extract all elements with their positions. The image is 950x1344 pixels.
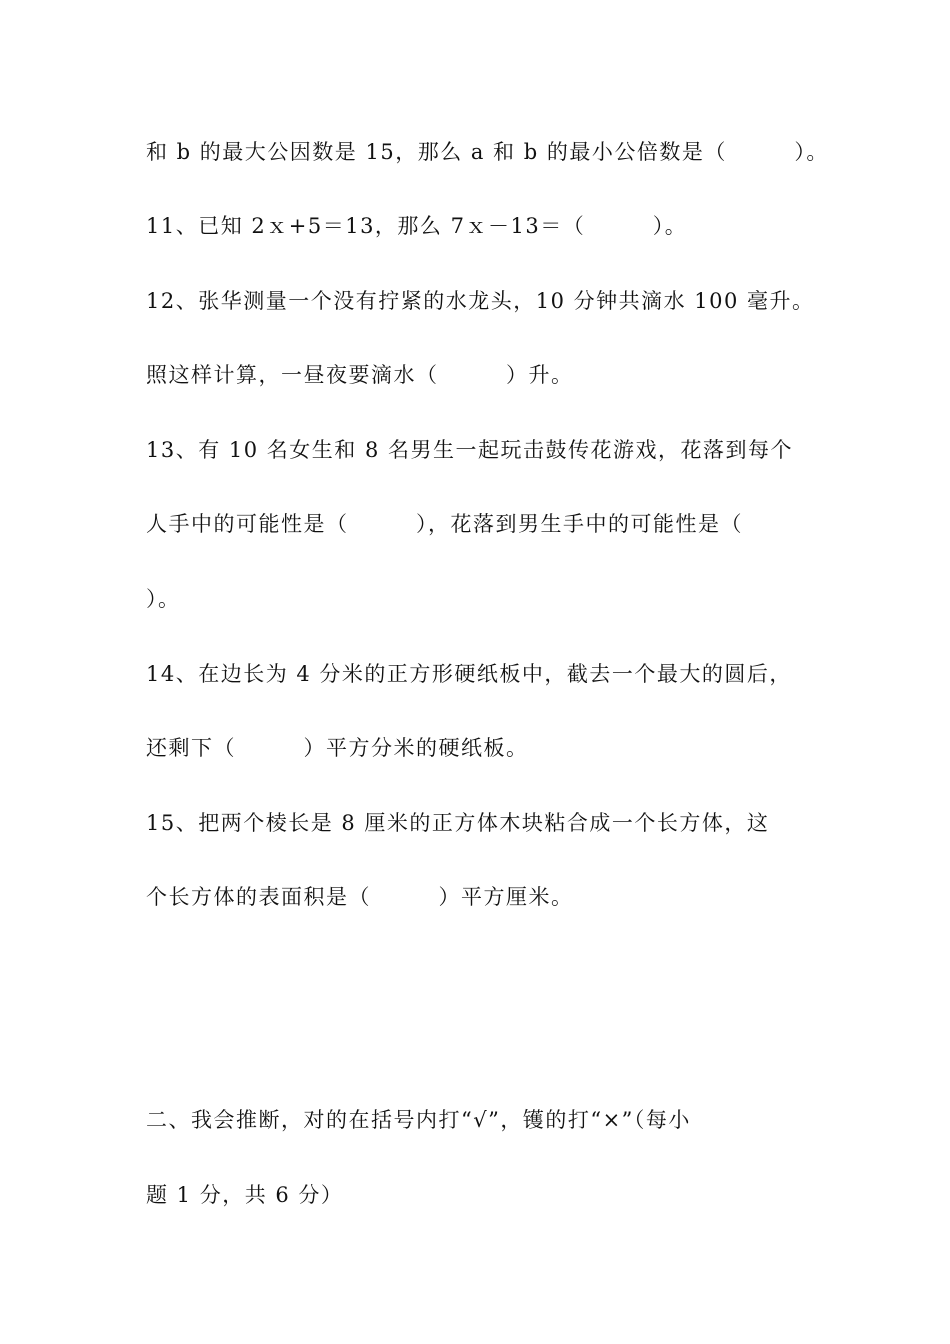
question-10-continuation: 和 b 的最大公因数是 15，那么 a 和 b 的最小公倍数是（ ）。: [146, 140, 829, 164]
question-12-line-1: 12、张华测量一个没有拧紧的水龙头，10 分钟共滴水 100 毫升。: [146, 289, 815, 313]
question-11: 11、已知 2ｘ+5＝13，那么 7ｘ－13＝（ ）。: [146, 214, 688, 238]
question-15-line-2: 个长方体的表面积是（ ）平方厘米。: [146, 885, 574, 909]
section-2-heading-line-2: 题 1 分，共 6 分）: [146, 1183, 344, 1207]
question-15-line-1: 15、把两个棱长是 8 厘米的正方体木块粘合成一个长方体，这: [146, 811, 770, 835]
section-2-heading-line-1: 二、我会推断，对的在括号内打“√”，镬的打“×”（每小: [146, 1108, 691, 1132]
question-13-line-2: 人手中的可能性是（ ），花落到男生手中的可能性是（: [146, 512, 743, 536]
question-14-line-1: 14、在边长为 4 分米的正方形硬纸板中，截去一个最大的圆后，: [146, 662, 792, 686]
question-12-line-2: 照这样计算，一昼夜要滴水（ ）升。: [146, 363, 574, 387]
question-14-line-2: 还剩下（ ）平方分米的硬纸板。: [146, 736, 529, 760]
question-13-line-1: 13、有 10 名女生和 8 名男生一起玩击鼓传花游戏，花落到每个: [146, 438, 794, 462]
question-13-line-3: ）。: [146, 587, 181, 611]
